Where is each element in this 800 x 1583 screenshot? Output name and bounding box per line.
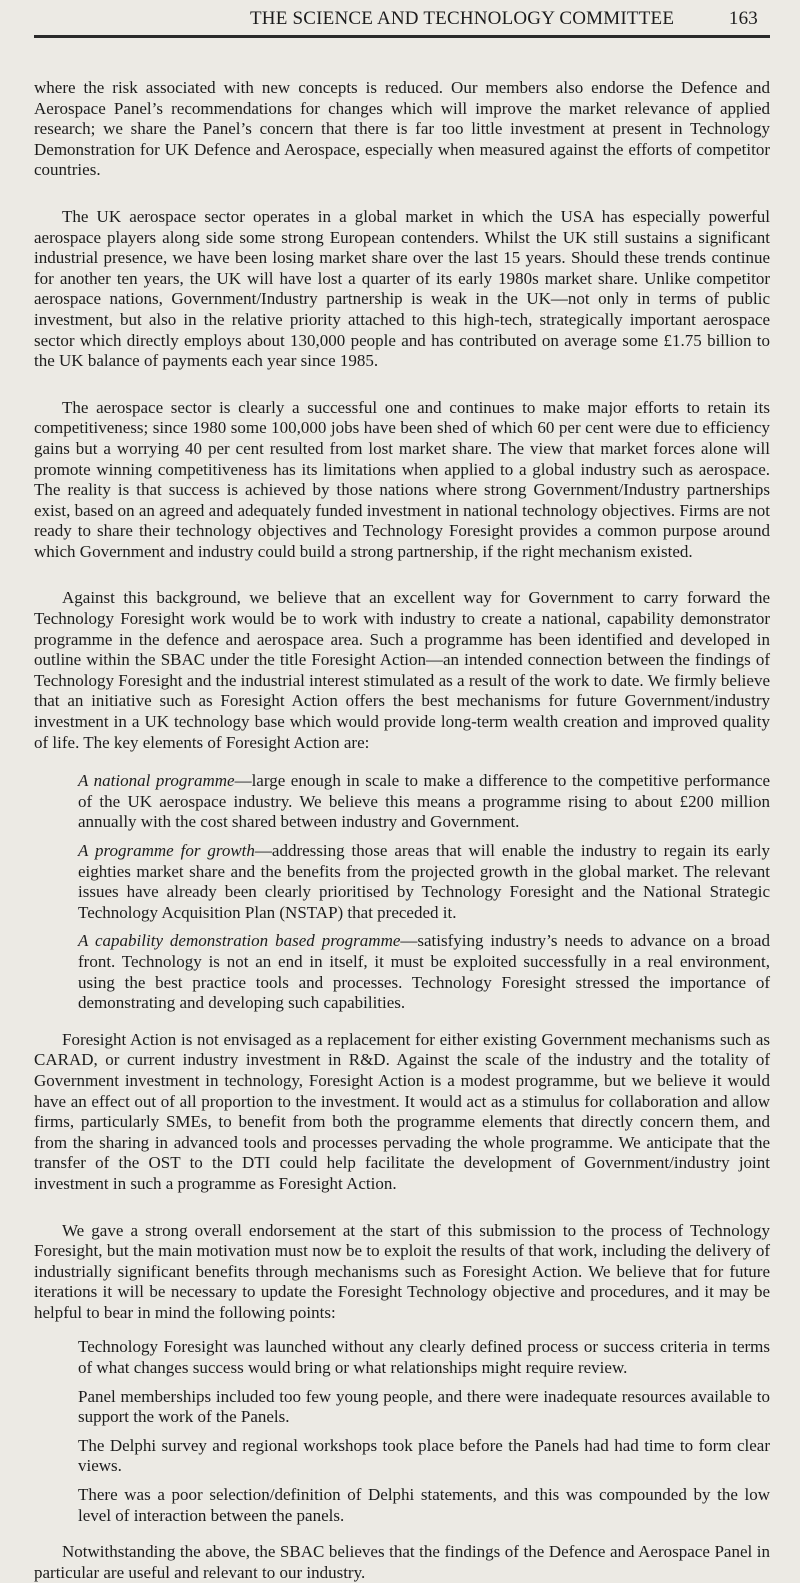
list-item-title: A capability demonstration based programme <box>78 931 401 951</box>
list-item-title: A programme for growth <box>78 841 255 860</box>
running-header <box>34 0 770 30</box>
paragraph: We gave a strong overall endorsement at the start of this submission to the process of Technology Foresight, but the main motivation must now be to exploit the results of that work, including the delivery of industrially significant benefits through mechanisms such as Foresight Action. We believe that for future iterations it will be necessary to update the Foresight Technology objective and procedures, and it may be helpful to bear in mind the following points: <box>34 1220 770 1322</box>
list-item <box>78 771 770 833</box>
list-item: There was a poor selection/definition of Delphi statements, and this was compounded by the low level of interaction between the panels. <box>78 1485 770 1525</box>
list-item-text: —addressing those areas that will enable the industry to regain its early eighties market share and the benefits from the projected growth in the global market. The relevant issues have already been clearly prioritised by Technology Foresight and the National Strategic Technology Acquisition Plan (NSTAP) that preceded it. <box>78 841 770 922</box>
list-item <box>78 931 770 1013</box>
closing-paragraph: Notwithstanding the above, the SBAC believes that the findings of the Defence and Aerospace Panel in particular are useful and relevant to our industry. <box>34 1542 770 1582</box>
paragraph: Against this background, we believe that an excellent way for Government to carry forward the Technology Foresight work would be to work with industry to create a national, capability demonstrator programme in the defence and aerospace area. Such a programme has been identified and developed in outline within the SBAC under the title Foresight Action—an intended connection between the findings of Technology Foresight and the industrial interest stimulated as a result of the work to date. We firmly believe that an initiative such as Foresight Action offers the best mechanisms for future Government/industry investment in a UK technology base which would provide long-term wealth creation and improved quality of life. The key elements of Foresight Action are: <box>34 588 770 752</box>
paragraph: Foresight Action is not envisaged as a replacement for either existing Government mechanisms such as CARAD, or current industry investment in R&D. Against the scale of the industry and the totality of Government investment in technology, Foresight Action is a modest programme, but we believe it would have an effect out of all proportion to the investment. It would act as a stimulus for collaboration and allow firms, particularly SMEs, to benefit from both the programme elements that directly concern them, and from the sharing in advanced tools and processes pervading the whole programme. We anticipate that the transfer of the OST to the DTI could help facilitate the development of Government/industry joint investment in such a programme as Foresight Action. <box>34 1029 770 1193</box>
paragraph: The aerospace sector is clearly a successful one and continues to make major efforts to retain its competitiveness; since 1980 some 100,000 jobs have been shed of which 60 per cent were due to efficiency gains but a worrying 40 per cent resulted from lost market share. The view that market forces alone will promote winning competitiveness has its limitations when applied to a global industry such as aerospace. The reality is that success is achieved by those nations where strong Government/Industry partnerships exist, based on an agreed and adequately funded investment in national technology objectives. Firms are not ready to share their technology objectives and Technology Foresight provides a common purpose around which Government and industry could build a strong partnership, if the right mechanism existed. <box>34 397 770 561</box>
document-body <box>34 78 770 1583</box>
header-rule <box>34 35 770 38</box>
list-item <box>78 841 770 923</box>
key-elements-list <box>78 771 770 1014</box>
list-item: Technology Foresight was launched without any clearly defined process or success criteria in terms of what changes success would bring or what relationships might require review. <box>78 1337 770 1378</box>
page-number: 163 <box>728 8 758 29</box>
list-item-text: —satisfying industry’s needs to advance on a broad front. Technology is not an end in itself, it must be exploited successfully in a real environment, using the best practice tools and processes. Technology Foresight stressed the importance of demonstrating and developing such capabilities. <box>78 931 770 1013</box>
list-item: The Delphi survey and regional workshops took place before the Panels had had time to form clear views. <box>78 1435 770 1476</box>
list-item-text: —large enough in scale to make a difference to the competitive performance of the UK aerospace industry. We believe this means a programme rising to about £200 million annually with the cost shared between industry and Government. <box>78 771 770 832</box>
list-item-title: A national programme <box>78 771 235 791</box>
paragraph: The UK aerospace sector operates in a global market in which the USA has especially powerful aerospace players along side some strong European contenders. Whilst the UK still sustains a significant industrial presence, we have been losing market share over the last 15 years. Should these trends continue for another ten years, the UK will have lost a quarter of its early 1980s market share. Unlike competitor aerospace nations, Government/Industry partnership is weak in the UK—not only in terms of public investment, but also in the relative priority attached to this high-tech, strategically important aerospace sector which directly employs about 130,000 people and has contributed on average some £1.75 billion to the UK balance of payments each year since 1985. <box>34 206 770 371</box>
header-title: THE SCIENCE AND TECHNOLOGY COMMITTEE <box>250 8 675 29</box>
list-item: Panel memberships included too few young people, and there were inadequate resources available to support the work of the Panels. <box>78 1386 770 1427</box>
points-list <box>78 1337 770 1526</box>
paragraph: where the risk associated with new concepts is reduced. Our members also endorse the Defence and Aerospace Panel’s recommendations for changes which will improve the market relevance of applied research; we share the Panel’s concern that there is far too little investment at present in Technology Demonstration for UK Defence and Aerospace, especially when measured against the efforts of competitor countries. <box>34 78 770 180</box>
